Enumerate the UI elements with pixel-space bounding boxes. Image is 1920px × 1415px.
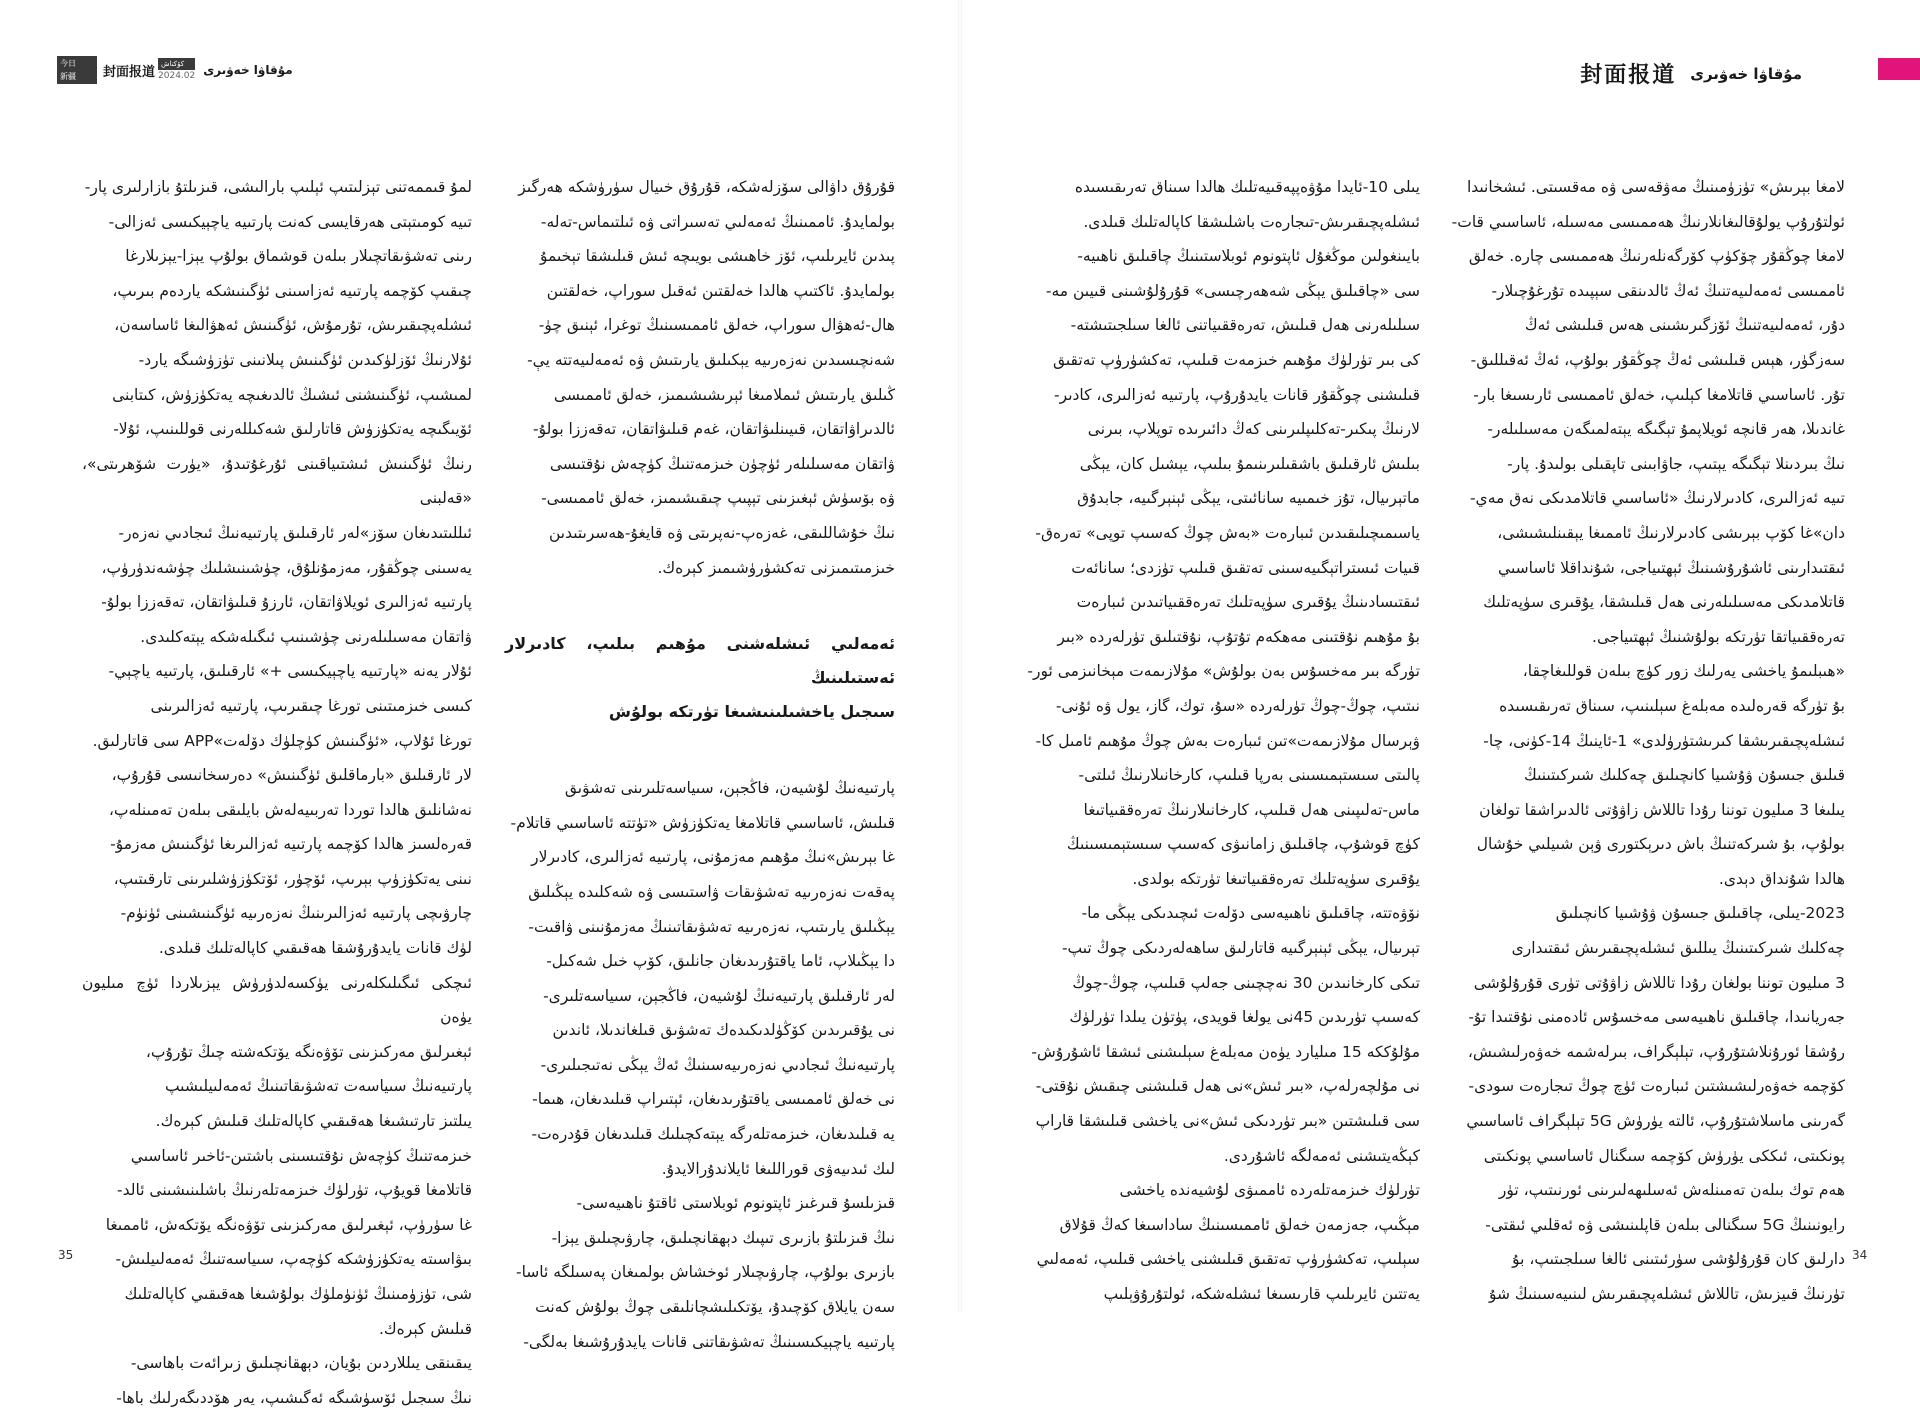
text-line: چارۋىچى پارتىيە ئەزالىرىنىڭ نەزەرىيە ئۈگىنىشىنى ئۈنۈم-	[120, 904, 472, 923]
text-line: ئىشلەپچىقىرىش، تۇرمۇش، ئۈگىنىش ئەھۋالىغا ئاساسەن،	[114, 316, 472, 335]
text-line: قىزىلسۇ قىرغىز ئاپتونوم ئوبلاستى ئاقتۇ ناھىيەسى-	[576, 1194, 895, 1213]
text-line: پالىتى سىستېمىسىنى بەرپا قىلىپ، كارخانىلارنىڭ ئىلتى-	[1078, 766, 1420, 785]
text-line: لارنىڭ پىكىر-تەكلىپلىرىنى كەڭ دائىرىدە توپلاپ، بىرنى	[1087, 420, 1420, 439]
text-line: تۇر. ئاساسىي قاتلامغا كېلىپ، خەلق ئاممىسى ئارىسىغا بار-	[1473, 385, 1845, 404]
text-line: تىكى كارخانىدىن 30 نەچچىنى جەلپ قىلىپ، چوڭ-چوڭ	[1072, 973, 1420, 992]
text-line: ئىقتىسادىنىڭ يۇقىرى سۈپەتلىك تەرەققىياتىدىن ئىبارەت	[1076, 593, 1420, 612]
text-line: تورغا ئۇلاپ، «ئۈگىنىش كۈچلۈك دۆلەت»APP سى قاتارلىق.	[92, 731, 472, 750]
text-line: پارتىيە ياچېيكىسىنىڭ تەشۋىقاتنى قانات يايدۇرۇشىغا بەلگى-	[523, 1332, 895, 1351]
text-line: يىلى 10-ئايدا مۇۋەپپەقىيەتلىك ھالدا سىناق تەرىقىسىدە	[1074, 178, 1420, 196]
text-line: بىۋاسىتە يەتكۈزۈشكە كۈچەپ، سىياسەتنىڭ ئەمەلىيلىش-	[115, 1250, 472, 1269]
text-line: 2023-يىلى، چاقىلىق جىسۇن ۋۇشىيا كانچىلىق	[1555, 904, 1845, 923]
text-line: كۈچ قوشۇپ، چاقىلىق زامانىۋى كەسىپ سىستېمىسىنىڭ	[1066, 835, 1420, 854]
text-line: نى خەلق ئاممىسى ياقتۇرىدىغان، ئېتىراپ قىلىدىغان، ھىما-	[532, 1090, 895, 1109]
text-line: رايونىنىڭ 5G سىگنالى بىلەن قاپلىنىشى ۋە ئەقلىي ئىقتى-	[1485, 1215, 1845, 1234]
text-line: كۆچمە خەۋەرلىشىشتىن ئىبارەت ئۈچ چوڭ تىجارەت سودى-	[1468, 1077, 1845, 1096]
text-line: سەزگۈر، ھېس قىلىشى ئەڭ چوڭقۇر بولۇپ، ئەڭ ئەقىللىق-	[1470, 350, 1845, 369]
page-number-left: 35	[58, 1248, 74, 1262]
text-line: سەن يايلاق كۆچىدۇ، يۆتكىلىشچانلىقى چوڭ بولۇش كەنت	[535, 1298, 895, 1317]
text-line: نىتىپ، چوڭ-چوڭ تۈرلەردە «سۇ، توك، گاز، يول ۋە ئۇنى-	[1055, 696, 1420, 715]
text-line: تىيە ئەزالىرى، كادىرلارنىڭ «ئاساسىي قاتلامدىكى نەق مەي-	[1469, 489, 1845, 508]
text-line: ماتېرىيال، تۇز خىمىيە سانائىتى، يېڭى ئېنېرگىيە، جابدۇق	[1077, 489, 1420, 508]
text-line: ئىشلەپچىقىرىشقا كىرىشتۈرۈلدى» 1-ئاينىڭ 14-كۈنى، چا-	[1483, 731, 1845, 750]
text-line: قەرەلسىز ھالدا كۆچمە پارتىيە ئەزالىرىغا ئۈگىنىش مەزمۇ-	[110, 835, 472, 854]
text-line: لار ئارقىلىق «بارماقلىق ئۈگىنىش» دەرسخانىسى قۇرۇپ،	[111, 766, 472, 785]
text-line: كى بىر تۈرلۈك مۇھىم خىزمەت قىلىپ، تەكشۈرۈپ تەتقىق	[1052, 350, 1420, 369]
text-line: دا يېڭىلاپ، ئاما ياقتۇرىدىغان جانلىق، كۆپ خىل شەكىل-	[546, 952, 895, 971]
text-line: يۇقىرى سۈپەتلىك تەرەققىياتىغا تۈرتكە بولدى.	[1132, 869, 1420, 888]
section-tag: كۆكتاش	[158, 58, 195, 70]
text-line: بۇ مۇھىم نۇقتىنى مەھكەم تۇتۇپ، نۇقتىلىق تۈرلەردە «بىر	[1057, 627, 1420, 646]
text-line: ئالدىراۋاتقان، قىيىنلىۋاتقان، غەم قىلىۋاتقان، تەقەززا بولۇ-	[532, 420, 895, 439]
text-line: چەكلىك شىركىتىنىڭ يىللىق ئىشلەپچىقىرىش ئىقتىدارى	[1511, 939, 1845, 958]
text-line: تىيە كومىتېتى ھەرقايسى كەنت پارتىيە ياچېيكىسى ئەزالى-	[108, 212, 472, 231]
text-line: خىزمىتىمىزنى تەكشۈرۈشىمىز كېرەك.	[657, 558, 895, 577]
text-line: ۋېرسال مۇلازىمەت»تىن ئىبارەت بەش چوڭ مۇھىم ئامىل كا-	[1035, 731, 1420, 750]
text-line: لامغا بېرىش» تۈزۈمىنىڭ مەۋقەسى ۋە مەقسىتى. ئىشخانىدا	[1466, 178, 1845, 196]
page-number-right: 34	[1852, 1248, 1868, 1262]
text-line: قىلىش كېرەك.	[378, 1319, 472, 1338]
text-line: بايىنغولىن موڭغۇل ئاپتونوم ئوبلاستىنىڭ چاقىلىق ناھىيە-	[1077, 247, 1420, 266]
text-line: پارتىيە ئەزالىرى ئويلاۋاتقان، ئارزۇ قىلىۋاتقان، تەقەززا بولۇ-	[101, 593, 472, 612]
text-line: پونكىتى، ئىككى يۈرۈش كۆچمە سىگنال ئاساسىي پونكىتى	[1483, 1146, 1845, 1165]
text-line: ۋاتقان مەسىلىلەرنى چۈشىنىپ ئىگىلەشكە يېتەكلىدى.	[140, 627, 472, 646]
text-line: قۇرۇق داۋالى سۆزلەشكە، قۇرۇق خىيال سۈرۈشكە ھەرگىز	[518, 178, 895, 196]
text-line: سىلىلەرنى ھەل قىلىش، تەرەققىياتنى ئالغا سىلجىتىشتە-	[1070, 316, 1420, 335]
text-line: رنىڭ ئۈگىنىش ئىشتىياقىنى ئۇرغۇتىدۇ، «يۈرت شۆھرىتى»، «قەلبنى	[82, 454, 472, 508]
text-line: غا بېرىش»نىڭ مۇھىم مەزمۇنى، پارتىيە ئەزالىرى، كادىرلار	[531, 848, 895, 867]
text-line: قىلىشنى چوڭقۇر قانات يايدۇرۇپ، پارتىيە ئەزالىرى، كادىر-	[1054, 385, 1420, 404]
text-line: بۇ تۈرگە قەرەلىدە مەبلەغ سېلىنىپ، سىناق تەرىقىسىدە	[1499, 696, 1845, 715]
text-line: يەتتىن ئايرىلىپ قارىسىغا ئىشلەشكە، ئولتۇرۇۋېلىپ	[1103, 1285, 1420, 1303]
section-color-tab	[1878, 58, 1920, 80]
text-column-right-outer	[1450, 170, 1845, 1312]
text-line: ئۆيىگىچە يەتكۈزۈش قاتارلىق شەكىللەرنى قوللىنىپ، ئۇلا-	[113, 420, 472, 439]
text-line: چىقىپ كۆچمە پارتىيە ئەزاسىنى ئۈگىنىشكە ياردەم بىرىپ،	[112, 281, 472, 300]
text-line: لمۇ قىممەتنى تېزلىتىپ ئېلىپ بارالىشى، قىزىلتۇ بازارلىرى پار-	[84, 178, 472, 196]
section-title-ug: مۇقاۋا خەۋىرى	[203, 63, 293, 77]
text-line: ھەم توك بىلەن تەمىنلەش ئەسلىھەلىرىنى ئورنىتىپ، تۈر	[1498, 1181, 1845, 1200]
text-line: لمىشىپ، ئۈگىنىشنى ئىشىڭ ئالدىغىچە يەتكۈزۈش، كىتابنى	[112, 385, 472, 404]
text-line: ڭىلىق يارىتىش ئىملامىغا ئېرىشىشىمىز، خەلق ئاممىسى	[553, 385, 895, 404]
subheading-line: سىجىل ياخشىلىنىشىغا تۈرتكە بولۇش	[608, 702, 895, 722]
text-line: ئۇلارنىڭ ئۆزلۈكىدىن ئۈگىنىش پىلانىنى تۈزۈشىگە يارد-	[138, 350, 472, 369]
text-line: ماس-تەلىپىنى ھەل قىلىپ، كارخانىلارنىڭ تەرەققىياتىغا	[1083, 800, 1420, 819]
text-line: قاتلامغا قويۇپ، تۈرلۈك خىزمەتلەرنىڭ باشلىنىشىنى ئالد-	[117, 1181, 472, 1200]
text-line: نۆۋەتتە، چاقىلىق ناھىيەسى دۆلەت ئىچىدىكى يېڭى ما-	[1081, 904, 1420, 923]
text-line: ئىللىتىدىغان سۆز»لەر ئارقىلىق پارتىيەنىڭ ئىجادىي نەزەر-	[118, 523, 472, 542]
section-title-cn: 封面报道	[103, 64, 156, 80]
text-line: مۇلۇككە 15 مىليارد يۈەن مەبلەغ سېلىشنى ئىشقا ئاشۇرۇش-	[1031, 1042, 1420, 1061]
text-line: بىلىش ئارقىلىق باشقىلىرىنىمۇ بىلىپ، يېشىل كان، يېڭى	[1079, 454, 1420, 473]
text-line: قاتلامدىكى مەسىلىلەرنى ھەل قىلىشقا، يۇقىرى سۈپەتلىك	[1483, 593, 1845, 612]
text-line: 3 مىليون توننا بولغان رۇدا تاللاش زاۋۇتى تۈرى قۇرۇلۇشى	[1473, 973, 1845, 992]
text-line: سى قىلىشتىن «بىر تۈردىكى ئىش»نى ياخشى قىلىشقا قاراپ	[1035, 1112, 1420, 1131]
text-line: نىڭ سىجىل ئۆسۈشىگە ئەگىشىپ، يەر ھۆددىگەرلىك باھا-	[116, 1388, 472, 1407]
text-line: رۇشقا ئورۇنلاشتۇرۇپ، تېلېگراف، بىرلەشمە خەۋەرلىشىش،	[1467, 1042, 1845, 1061]
text-line: يەسىنى چوڭقۇر، مەزمۇنلۇق، چۈشىنىشلىك چۈشەندۈرۈپ،	[101, 558, 472, 577]
text-line: جەريانىدا، چاقىلىق ناھىيەسى مەخسۇس ئادەمنى نۇقتىدا تۇ-	[1468, 1008, 1845, 1027]
running-header-right	[1580, 58, 1802, 89]
text-line: لىك ئىدىيەۋى قوراللىغا ئايلاندۇرالايدۇ.	[661, 1159, 895, 1178]
text-line: پارتىيەنىڭ سىياسەت تەشۋىقاتىنىڭ ئەمەلىيلىشىپ	[164, 1077, 472, 1096]
text-line: ياسىمىچىلىقىدىن ئىبارەت «بەش چوڭ كەسىپ توپى» تەرەق-	[1035, 523, 1420, 542]
text-line: نىنى يەتكۈزۈپ بېرىپ، ئۆچۈر، ئۆتكۈزۈشلىرىنى تارقىتىپ،	[113, 869, 472, 888]
text-line: يىلىغا 3 مىليون توننا رۇدا تاللاش زاۋۇتى ئالدىراشقا تولغان	[1479, 800, 1845, 819]
text-line: ھالدا شۇنداق دېدى.	[1718, 869, 1845, 888]
text-line: لامغا چوڭقۇر چۆكۈپ كۆرگەنلەرنىڭ ھەممىسى چارە. خەلق	[1468, 247, 1845, 266]
logo-line2: 新疆	[60, 72, 76, 81]
text-line: ئاممىسى ئەمەلىيەتنىڭ ئەڭ ئالدىنقى سېپىدە تۇرغۇچىلار-	[1491, 281, 1845, 300]
text-line: ئىچكى ئىگىلىكلەرنى يۈكسەلدۈرۈش يېزىلاردا ئۈچ مىليون يۈەن	[82, 973, 472, 1027]
text-line: تۈرگە بىر مەخسۇس بەن بولۇش» مۇلازىمەت مېخانىزمى ئور-	[1027, 662, 1420, 681]
logo-line1: 今日	[60, 59, 76, 68]
text-line: لەر ئارقىلىق پارتىيەنىڭ لۇشيەن، فاڭجېن، سىياسەتلىرى-	[543, 986, 895, 1005]
text-line: شى، تۈزۈمىنىڭ ئۈنۈملۈك بولۇشىغا ھەقىقىي كاپالەتلىك	[124, 1285, 472, 1303]
text-line: رىنى تەشۋىقاتچىلار بىلەن قوشماق بولۇپ يېزا-يېزىلارغا	[125, 247, 472, 266]
issue-date: 2024.02	[158, 71, 196, 81]
text-line: نىڭ بىردىنلا تېگىگە يېتىپ، جاۋابىنى تاپقىلى بولىدۇ. پار-	[1507, 454, 1845, 473]
text-line: تۈرنىڭ قىيزىش، تاللاش ئىشلەپچىقىرىش لىنىيەسىنىڭ شۇ	[1488, 1285, 1845, 1303]
text-line: بولمايدۇ. ئاكتىپ ھالدا خەلقتىن ئەقىل سوراپ، خەلقتىن	[546, 281, 895, 300]
section-title-ug-right: مۇقاۋا خەۋىرى	[1690, 64, 1802, 83]
text-line: بولۇپ، بۇ شىركەتنىڭ باش دىرېكتورى ۋېن شىيلىي خۇشال	[1476, 835, 1845, 854]
text-line: تېرىيال، يېڭى ئېنېرگىيە قاتارلىق ساھەلەردىكى چوڭ تىپ-	[1061, 939, 1420, 958]
text-line: يىقىنقى يىللاردىن بۇيان، دېھقانچىلىق زىرائەت باھاسى-	[130, 1354, 472, 1373]
text-line: تۈرلۈك خىزمەتلەردە ئاممىۋى لۇشيەندە ياخشى	[1119, 1181, 1420, 1200]
text-line: مېڭىپ، جەزمەن خەلق ئاممىسىنىڭ ساداسىغا كەڭ قۇلاق	[1059, 1215, 1420, 1234]
text-line: يىلتىز تارتىشىغا ھەقىقىي كاپالەتلىك قىلىش كېرەك.	[155, 1112, 472, 1131]
text-column-right-inner	[1025, 170, 1420, 1312]
text-line: دارلىق كان قۇرۇلۇشى سۈرئىتىنى ئالغا سىلجىتىپ، بۇ	[1512, 1250, 1845, 1269]
text-line: خىزمەتنىڭ كۈچەش نۇقتىسىنى باشتىن-ئاخىر ئاساسىي	[130, 1146, 472, 1165]
text-line: سى «چاقىلىق يېڭى شەھەرچىسى» قۇرۇلۇشىنى قىيىن مە-	[1045, 281, 1420, 300]
text-line: غا سۈرۈپ، ئېغىرلىق مەركىزىنى تۆۋەنگە يۆتكەش، ئاممىغا	[105, 1215, 472, 1234]
text-line: ئۇلار يەنە «پارتىيە ياچېيكىسى +» ئارقىلىق، پارتىيە ياچېي-	[108, 662, 472, 681]
section-title-cn-right: 封面报道	[1580, 62, 1677, 88]
text-line: كەسىپ تۈرىدىن 45نى يولغا قويدى، پۈتۈن يىلدا تۈرلۈك	[1069, 1008, 1420, 1027]
text-line: بولمايدۇ. ئاممىنىڭ ئەمەلىي تەسىراتى ۋە ئىلتىماس-تەلە-	[540, 212, 895, 231]
text-line: پارتىيەنىڭ لۇشيەن، فاڭجېن، سىياسەتلىرىنى تەشۋىق	[564, 779, 895, 798]
text-line: سېلىپ، تەكشۈرۈپ تەتقىق قىلىشنى ياخشى قىلىپ، ئەمەلىي	[1036, 1250, 1420, 1269]
text-line: قىيات ئىستراتېگىيەسىنى تەتقىق قىلىپ تۈزدى؛ سانائەت	[1071, 558, 1420, 577]
text-line: يېڭىلىق يارىتىپ، نەزەرىيە تەشۋىقاتىنىڭ مەزمۇنىنى ۋاقىت-	[528, 917, 895, 936]
subheading-line: ئەمەلىي ئىشلەشنى مۇھىم بىلىپ، كادىرلار ئەستىلىنىڭ	[505, 634, 895, 688]
text-line: كىسى خىزمىتىنى تورغا چىقىرىپ، پارتىيە ئەزالىرىنى	[150, 696, 472, 715]
text-line: ئولتۇرۇپ يولۇقالىغانلارنىڭ ھەممىسى مەسىلە، ئاساسىي قات-	[1451, 212, 1845, 231]
text-line: نى مۇلچەرلەپ، «بىر ئىش»نى ھەل قىلىشنى چىقىش نۇقتى-	[1035, 1077, 1420, 1096]
text-line: كېڭەيتىشنى ئەمەلگە ئاشۇردى.	[1223, 1146, 1420, 1165]
text-line: ۋە بۆسۈش ئېغىزىنى تېپىپ چىقىشىمىز، خەلق ئاممىسى-	[541, 489, 895, 508]
text-line: قىلىق جىسۇن ۋۇشىيا كانچىلىق چەكلىك شىركىتىنىڭ	[1524, 766, 1845, 785]
text-line: نىڭ خۇشاللىقى، غەزەپ-نەپرىتى ۋە قايغۇ-ھەسرىتىدىن	[548, 523, 895, 542]
text-line: ھال-ئەھۋال سوراپ، خەلق ئاممىسىنىڭ توغرا، ئېنىق چۈ-	[538, 316, 895, 335]
text-line: نى يۇقىرىدىن كۆڭۈلدىكىدەك تەشۋىق قىلغاندىلا، ئاندىن	[552, 1021, 895, 1040]
text-line: يە قىلىدىغان، خىزمەتلەرگە يېتەكچىلىك قىلىدىغان قۇدرەت-	[531, 1125, 895, 1144]
text-line: تەرەققىياتقا تۈرتكە بولۇشنىڭ ئېھتىياجى.	[1592, 627, 1845, 646]
text-line: دان»غا كۆپ بېرىشى كادىرلارنىڭ ئاممىغا يېقىنلىشىشى،	[1497, 523, 1845, 542]
text-line: گەرىنى ماسلاشتۇرۇپ، ئالتە يۈرۈش 5G تېلېگراف ئاساسىي	[1466, 1112, 1845, 1131]
text-line: ئېغىرلىق مەركىزىنى تۆۋەنگە يۆتكەشتە چىڭ تۇرۇپ،	[145, 1042, 472, 1061]
text-line: پارتىيەنىڭ ئىجادىي نەزەرىيەسىنىڭ ئەڭ يېڭى نەتىجىلىرى-	[540, 1055, 895, 1074]
text-line: «ھىبلىمۇ ياخشى يەرلىك زور كۈچ بىلەن قوللىغاچقا،	[1522, 662, 1845, 681]
text-line: ئىشلەپچىقىرىش-تىجارەت باشلىشقا كاپالەتلىك قىلدى.	[1083, 212, 1420, 231]
text-line: نىڭ قىزىلتۇ بازىرى تىپىك دېھقانچىلىق، چارۋىچىلىق يېزا-	[551, 1228, 895, 1247]
text-line: نەشانلىق ھالدا توردا تەربىيەلەش بايلىقى بىلەن تەمىنلەپ،	[108, 800, 472, 819]
text-line: غاندىلا، ھەر قانچە ئويلاپمۇ تېگىگە يېتەلمىگەن مەسىلىلەر-	[1487, 420, 1845, 439]
text-line: لۈك قانات يايدۇرۇشقا ھەقىقىي كاپالەتلىك قىلدى.	[158, 939, 472, 958]
text-line: ئىقتىدارىنى ئاشۇرۇشىنىڭ ئېھتىياجى، شۇنداقلا ئاساسىي	[1498, 558, 1845, 577]
text-line: ۋاتقان مەسىلىلەر ئۈچۈن خىزمەتنىڭ كۈچەش نۇقتىسى	[549, 454, 895, 473]
text-line: قىلىش، ئاساسىي قاتلامغا يەتكۈزۈش «تۈتتە ئاساسىي قاتلام-	[510, 813, 895, 832]
text-line: پەقەت نەزەرىيە تەشۋىقات ۋاستىسى ۋە شەكلىدە يېڭىلىق	[528, 882, 895, 901]
text-line: پىدىن ئايرىلىپ، ئۆز خاھىشى بويىچە ئىش قىلىشقا تېخىمۇ	[540, 247, 895, 266]
text-line: بازىرى بولۇپ، چارۋىچىلار ئوخشاش بولمىغان پەسىلگە ئاسا-	[515, 1263, 895, 1282]
text-line: شەنچىسىدىن نەزەرىيە يېكىلىق يارىتىش ۋە ئەمەلىيەتتە يې-	[527, 350, 895, 369]
text-line: دۇر، ئەمەلىيەتنىڭ ئۆزگىرىشىنى ھەس قىلىشى ئەڭ	[1524, 316, 1845, 335]
